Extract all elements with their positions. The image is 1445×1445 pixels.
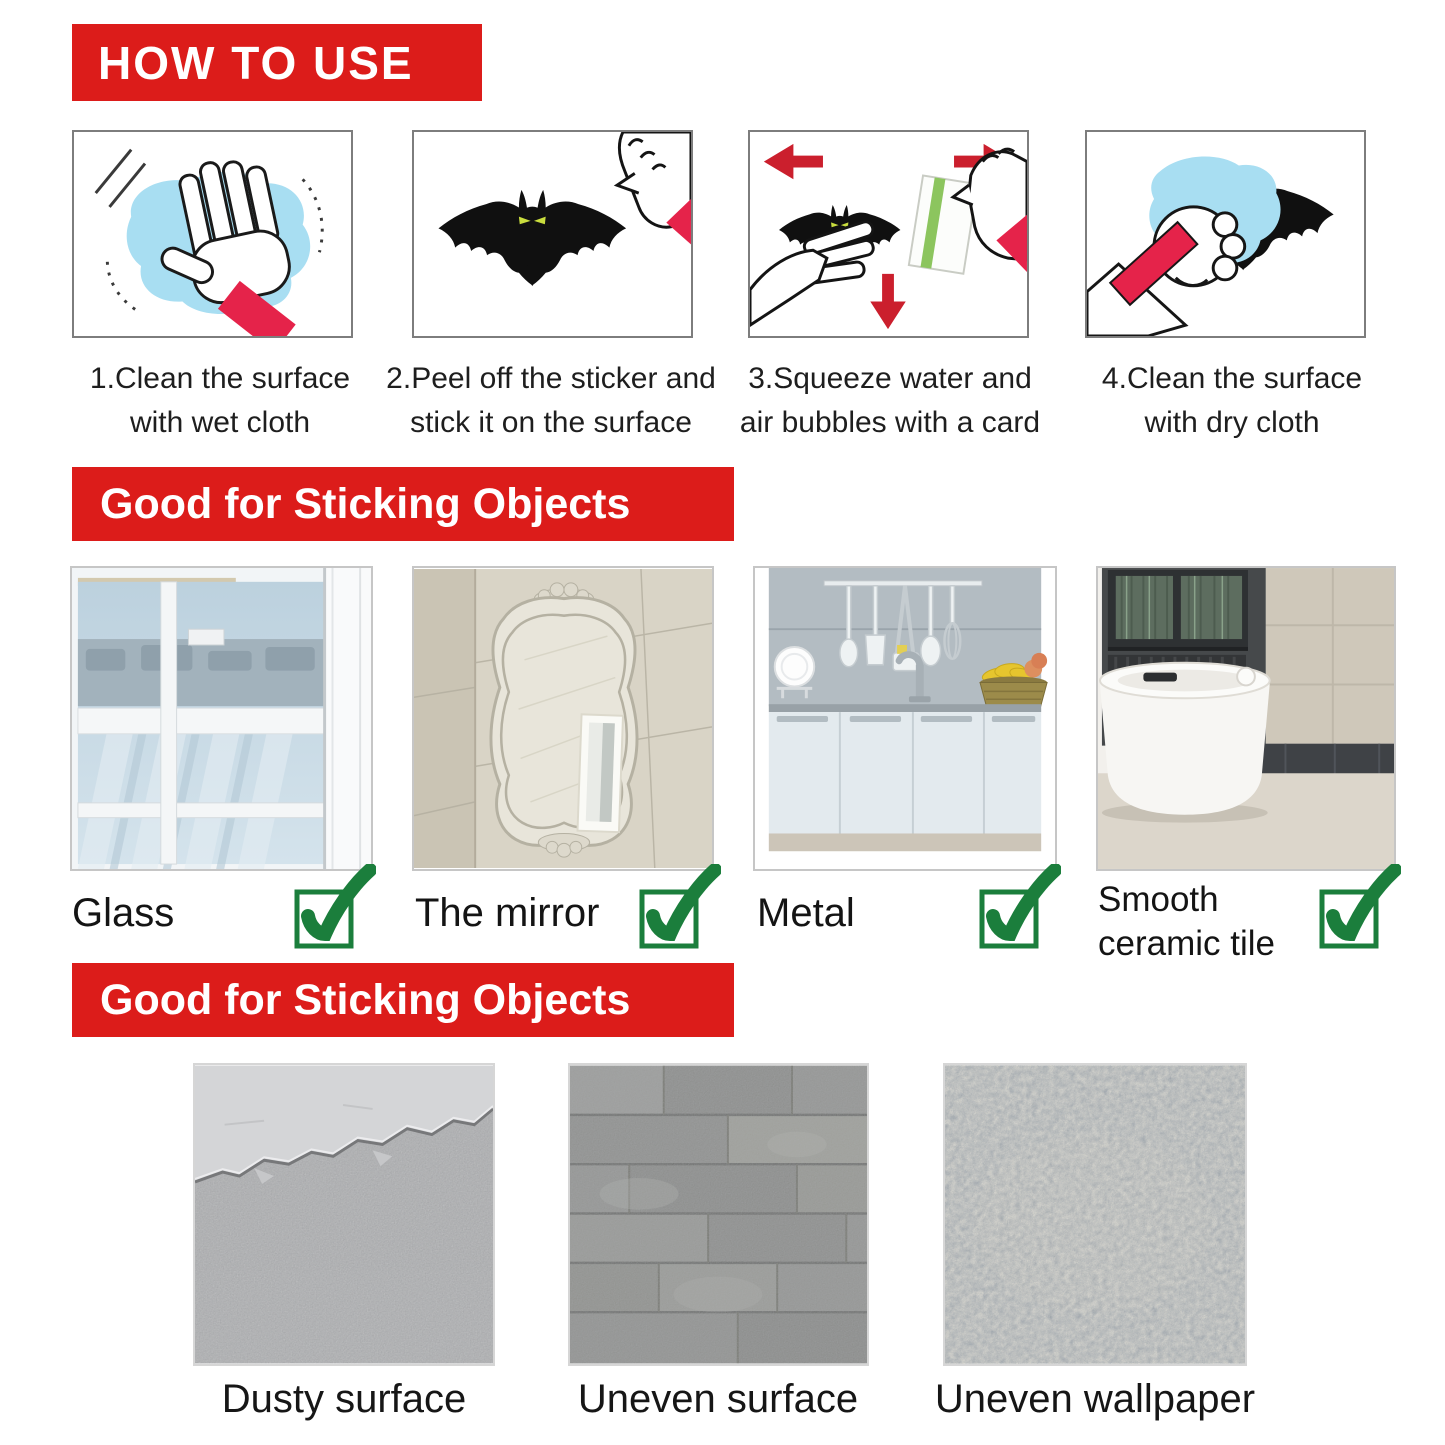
step-caption-line: air bubbles with a card: [739, 406, 1041, 439]
uneven-wallpaper-label: Uneven wallpaper: [934, 1377, 1256, 1421]
step2-caption: [361, 357, 741, 445]
step-caption-line: with wet cloth: [129, 406, 311, 439]
step-caption-line: stick it on the surface: [410, 406, 692, 439]
dry-cloth-icon: [1087, 132, 1364, 336]
step-caption-line: 1.Clean the surface: [89, 362, 351, 395]
uneven-surface-label: Uneven surface: [577, 1377, 859, 1421]
how-to-use-banner: [72, 24, 482, 101]
step4-dry-cloth-illustration: [1085, 130, 1366, 338]
bad-surfaces-banner: [72, 963, 734, 1037]
step2-peel-sticker-illustration: [412, 130, 693, 338]
bad-surfaces-title: Good for Sticking Objects: [100, 975, 631, 1024]
step3-caption: [700, 357, 1080, 445]
peel-sticker-icon: [414, 132, 691, 336]
how-to-use-title: HOW TO USE: [98, 36, 414, 89]
mirror-photo: [412, 566, 714, 871]
bat-sticker: [438, 190, 626, 286]
checkbox-checked-icon: [637, 864, 721, 960]
metal-label: Metal: [757, 891, 855, 935]
glass-window-photo: [70, 566, 373, 871]
wipe-wet-cloth-icon: [74, 132, 351, 336]
mirror-label: The mirror: [415, 891, 600, 935]
step-caption-line: 3.Squeeze water and: [748, 362, 1032, 395]
arrow-down-icon: [870, 274, 905, 329]
step-caption-line: 4.Clean the surface: [1101, 362, 1363, 395]
good-surfaces-title: Good for Sticking Objects: [100, 479, 631, 528]
good-surfaces-banner: [72, 467, 734, 541]
checkbox-checked-icon: [292, 864, 376, 960]
step1-wet-cloth-illustration: [72, 130, 353, 338]
step4-caption: [1042, 357, 1422, 445]
dusty-surface-label: Dusty surface: [221, 1377, 467, 1421]
glass-label: Glass: [72, 891, 175, 935]
step1-caption: [30, 357, 410, 445]
squeeze-card-icon: [750, 132, 1027, 336]
step-caption-line: with dry cloth: [1144, 406, 1320, 439]
uneven-surface-photo: [568, 1063, 869, 1366]
dusty-surface-photo: [193, 1063, 495, 1366]
smooth-ceramic-tile-label: Smooth ceramic tile: [1098, 880, 1275, 963]
uneven-wallpaper-photo: [943, 1063, 1247, 1366]
ceramic-tile-bathroom-photo: [1096, 566, 1396, 871]
arrow-left-icon: [764, 144, 823, 179]
step3-squeeze-card-illustration: [748, 130, 1029, 338]
checkbox-checked-icon: [1317, 864, 1401, 960]
metal-kitchen-photo: [753, 566, 1057, 871]
step-caption-line: 2.Peel off the sticker and: [386, 362, 716, 395]
checkbox-checked-icon: [977, 864, 1061, 960]
